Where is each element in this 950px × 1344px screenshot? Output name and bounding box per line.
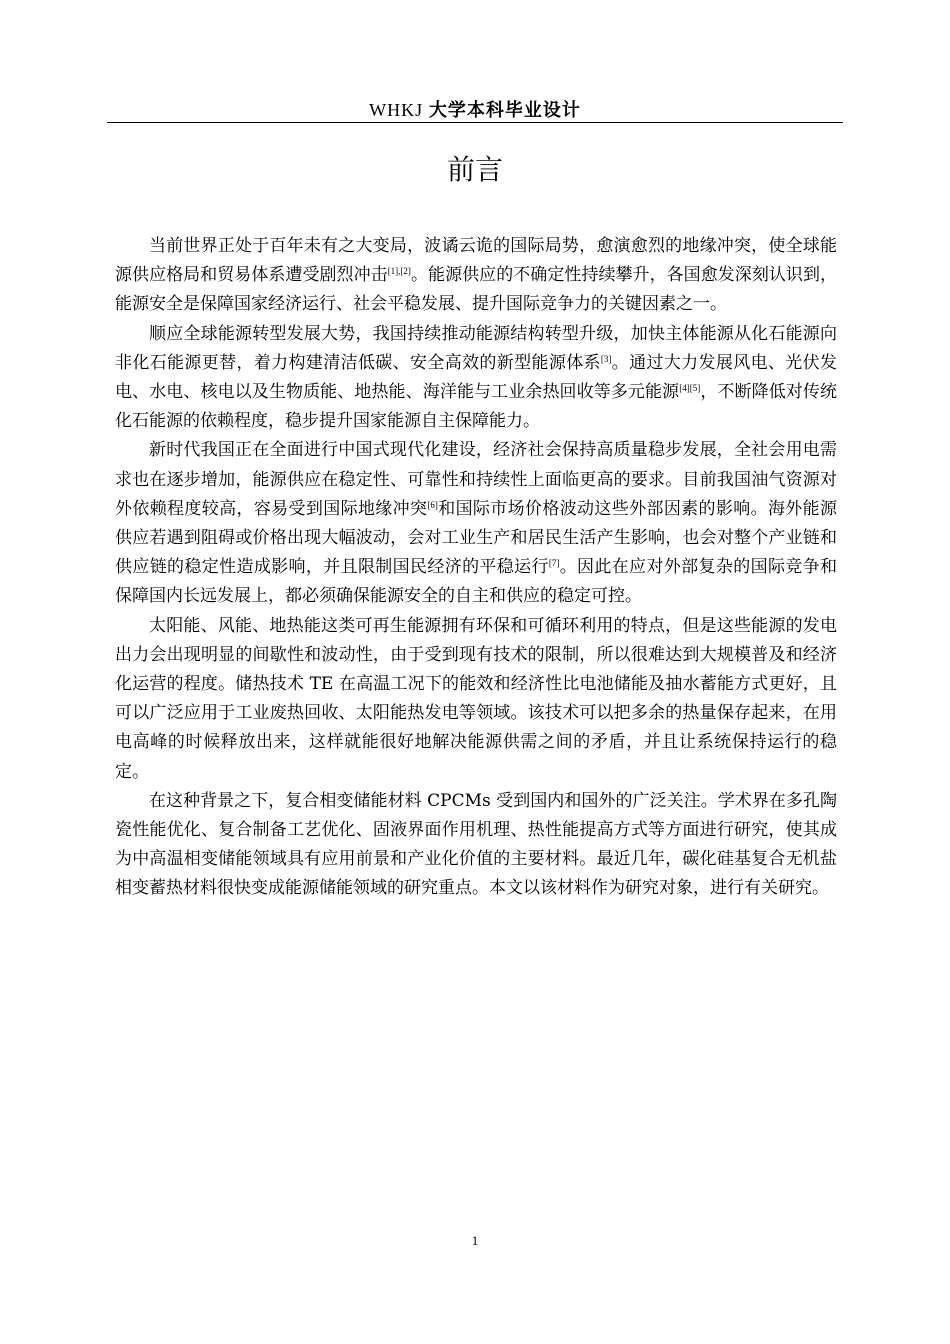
paragraph-text: 在这种背景之下，复合相变储能材料 CPCMs 受到国内和国外的广泛关注。学术界在多孔陶瓷性能优化、复合制备工艺优化、固液界面作用机理、热性能提高方式等方面进行研究，使其成为中高温相变储能领域具有应用前景和产业化价值的主要材料。最近几年，碳化硅基复合无机盐相变蓄热材料很快变成能源储能领域的研究重点。本文以该材料作为研究对象，进行有关研究。: [115, 790, 837, 899]
body-paragraph: [115, 787, 837, 904]
paragraph-text: 。能源供应的不确定性持续攀升，各国愈发深刻认识到，能源安全是保障国家经济运行、社会平稳发展、提升国际竞争力的关键因素之一。: [115, 265, 838, 315]
citation-ref: [6]: [427, 499, 438, 510]
body-paragraph: [115, 320, 837, 437]
citation-ref: [4][5]: [679, 383, 701, 394]
body-paragraph: [115, 232, 837, 320]
paragraph-text: 顺应全球能源转型发展大势，我国持续推动能源结构转型升级，加快主体能源从化石能源向非化石能源更替，着力构建清洁低碳、安全高效的新型能源体系: [115, 323, 837, 373]
body-text: [115, 232, 837, 904]
citation-ref: [1],[2]: [387, 266, 411, 277]
body-paragraph: [115, 612, 837, 787]
citation-ref: [3]: [600, 353, 612, 364]
paragraph-text: 。因此在应对外部复杂的国际竞争和保障国内长远发展上，都必须确保能源安全的自主和供应的稳定可控。: [115, 557, 838, 607]
header-institution: WHKJ: [369, 100, 424, 120]
paragraph-text: 当前世界正处于百年未有之大变局，波谲云诡的国际局势，愈演愈烈的地缘冲突，使全球能源供应格局和贸易体系遭受剧烈冲击: [115, 236, 837, 286]
paragraph-text: 新时代我国正在全面进行中国式现代化建设，经济社会保持高质量稳步发展，全社会用电需求也在逐步增加，能源供应在稳定性、可靠性和持续性上面临更高的要求。目前我国油气资源对外依赖程度较高，容易受到国际地缘冲突: [115, 440, 837, 519]
paragraph-text: 太阳能、风能、地热能这类可再生能源拥有环保和可循环利用的特点，但是这些能源的发电出力会出现明显的间歇性和波动性，由于受到现有技术的限制，所以很难达到大规模普及和经济化运营的程度。储热技术 TE 在高温工况下的能效和经济性比电池储能及抽水蓄能方式更好，且可以广泛应用于工业废热回收、太阳能热发电等领域。该技术可以把多余的热量保存起来，在用电高峰的时候释放出来，这样就能很好地解决能源供需之间的矛盾，并且让系统保持运行的稳定。: [115, 615, 837, 782]
citation-ref: [7]: [548, 558, 560, 569]
paragraph-text: 和国际市场价格波动这些外部因素的影响。海外能源供应若遇到阻碍或价格出现大幅波动，会对工业生产和居民生活产生影响，也会对整个产业链和供应链的稳定性造成影响，并且限制国民经济的平稳运行: [115, 498, 838, 578]
page-number: 1: [471, 1233, 479, 1248]
paragraph-text: ，不断降低对传统化石能源的依赖程度，稳步提升国家能源自主保障能力。: [115, 382, 837, 432]
page-title: 前言: [446, 153, 503, 186]
body-paragraph: [115, 436, 837, 611]
paragraph-text: 。通过大力发展风电、光伏发电、水电、核电以及生物质能、地热能、海洋能与工业余热回收等多元能源: [115, 352, 838, 403]
running-header: [107, 98, 843, 123]
header-rule: [107, 122, 843, 123]
header-thesis-type: 大学本科毕业设计: [428, 100, 581, 121]
